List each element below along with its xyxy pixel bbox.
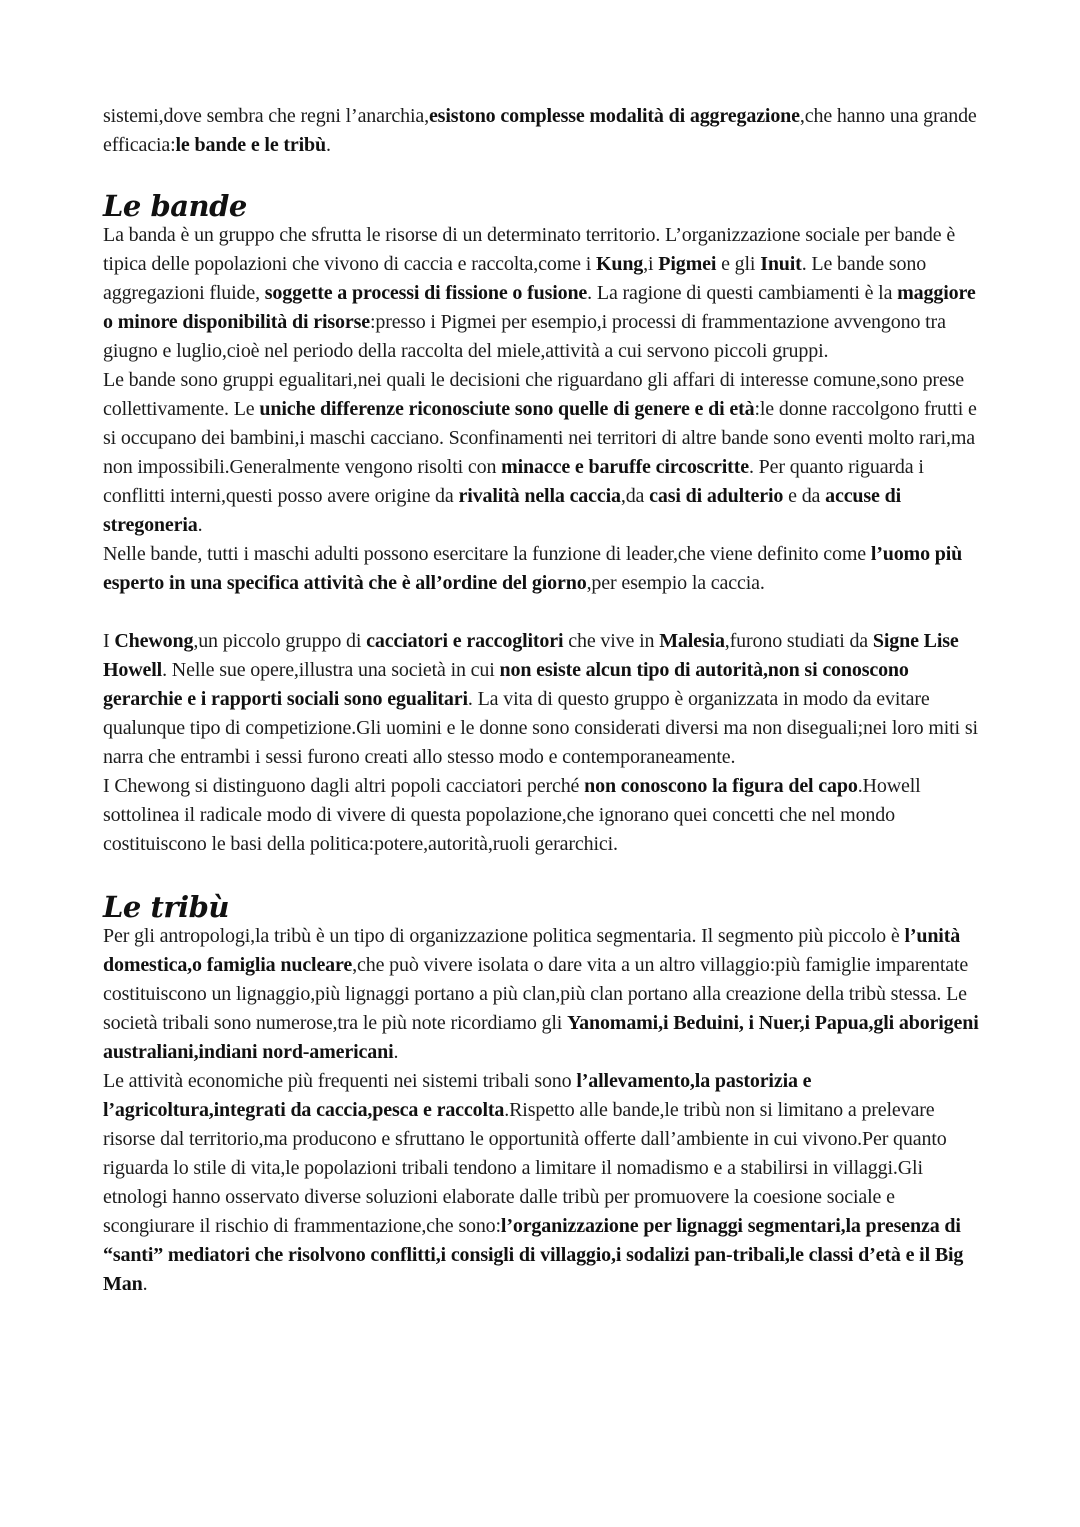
text-run: ,furono studiati da — [724, 630, 873, 652]
text-run: La banda è un gruppo che sfrutta le risorse di un determinato territorio. L’organizzazione sociale per bande è tipica delle popolazioni che vivono di caccia e raccolta,come i — [103, 224, 956, 275]
text-run: . La vita di questo gruppo è organizzata in modo da evitare qualunque tipo di competizione.Gli uomini e le donne sono considerati diversi ma non diseguali;nei loro miti si narra che entrambi i sessi furono creati allo stesso modo e contemporaneamente. — [103, 688, 978, 768]
bold-text: minacce e baruffe circoscritte — [501, 456, 749, 478]
text-run: sistemi,dove sembra che regni l’anarchia, — [103, 105, 429, 127]
body-paragraph — [103, 922, 983, 1067]
section-body-bande — [103, 221, 983, 859]
section-body-tribu — [103, 922, 983, 1299]
text-run: e gli — [716, 253, 761, 275]
text-run: ,da — [620, 485, 650, 507]
text-run: . La ragione di questi cambiamenti è la — [587, 282, 898, 304]
text-run: Le bande sono gruppi egualitari,nei quali le decisioni che riguardano gli affari di interesse comune,sono prese collettivamente. Le — [103, 369, 965, 420]
bold-text: uniche differenze riconosciute sono quelle di genere e di età — [259, 398, 755, 420]
text-run: . — [142, 1273, 148, 1295]
bold-text: Kung — [595, 253, 644, 275]
bold-text: casi di adulterio — [649, 485, 784, 507]
bold-text: Pigmei — [658, 253, 717, 275]
body-paragraph — [103, 627, 983, 772]
paragraph-gap — [103, 598, 983, 627]
text-run: . — [326, 134, 331, 156]
intro-paragraph — [103, 102, 983, 160]
bold-text: rivalità nella caccia — [458, 485, 621, 507]
bold-text: non conoscono la figura del capo — [584, 775, 858, 797]
text-run: . — [393, 1041, 399, 1063]
text-run: :le donne raccolgono frutti e si occupano dei bambini,i maschi cacciano. Sconfinamenti nei territori di altre bande sono eventi molto rari,ma non impossibili.Generalmente vengono risolti con — [103, 398, 977, 478]
text-run: ,che hanno una grande efficacia: — [103, 105, 977, 156]
section-heading-bande: Le bande — [103, 189, 247, 223]
bold-text: cacciatori e raccoglitori — [366, 630, 564, 652]
text-run: . Per quanto riguarda i conflitti interni,questi posso avere origine da — [103, 456, 924, 507]
text-run: .Rispetto alle bande,le tribù non si limitano a prelevare risorse dal territorio,ma producono e sfruttano le opportunità offerte dall’ambiente in cui vivono.Per quanto riguarda lo stile di vita,le popolazioni tribali tendono a limitare il nomadismo e a stabilirsi in villaggi.Gli etnologi hanno osservato diverse soluzioni elaborate dalle tribù per promuovere la coesione sociale e scongiurare il rischio di frammentazione,che sono: — [103, 1099, 947, 1237]
text-run: . Le bande sono aggregazioni fluide, — [103, 253, 927, 304]
bold-text: Chewong — [114, 630, 194, 652]
text-run: che vive in — [563, 630, 660, 652]
bold-text: Signe Lise Howell — [103, 630, 959, 681]
text-run: :presso i Pigmei per esempio,i processi di frammentazione avvengono tra giugno e luglio,cioè nel periodo della raccolta del miele,attività a cui servono piccoli gruppi. — [103, 311, 946, 362]
text-run: ,che può vivere isolata o dare vita a un altro villaggio:più famiglie imparentate costituiscono un lignaggio,più lignaggi portano a più clan,più clan portano alla creazione della tribù stessa. Le società tribali sono numerose,tra le più note ricordiamo gli — [103, 954, 969, 1034]
text-run: ,per esempio la caccia. — [586, 572, 765, 594]
text-run: Le attività economiche più frequenti nei sistemi tribali sono — [103, 1070, 577, 1092]
text-run: I Chewong si distinguono dagli altri popoli cacciatori perché — [103, 775, 585, 797]
bold-text: l’allevamento,la pastorizia e l’agricoltura,integrati da caccia,pesca e raccolta — [103, 1070, 812, 1121]
text-run: Nelle bande, tutti i maschi adulti possono esercitare la funzione di leader,che viene definito come — [103, 543, 871, 565]
bold-text: Inuit — [760, 253, 802, 275]
text-run: I — [103, 630, 115, 652]
bold-text: l’organizzazione per lignaggi segmentari,la presenza di “santi” mediatori che risolvono conflitti,i consigli di villaggio,i sodalizi pan-tribali,le classi d’età e il Big Man — [103, 1215, 964, 1295]
text-run: ,i — [643, 253, 659, 275]
document-page — [103, 102, 983, 1299]
bold-text: soggette a processi di fissione o fusione — [264, 282, 588, 304]
body-paragraph — [103, 540, 983, 598]
bold-text: le bande e le tribù — [175, 134, 326, 156]
bold-text: Malesia — [659, 630, 725, 652]
bold-text: non esiste alcun tipo di autorità,non si conoscono gerarchie e i rapporti sociali sono egualitari — [103, 659, 909, 710]
text-run: . — [197, 514, 203, 536]
bold-text: maggiore o minore disponibilità di risorse — [103, 282, 976, 333]
bold-text: accuse di stregoneria — [103, 485, 901, 536]
body-paragraph — [103, 1067, 983, 1299]
bold-text: esistono complesse modalità di aggregazione — [428, 105, 800, 127]
bold-text: l’uomo più esperto in una specifica attività che è all’ordine del giorno — [103, 543, 963, 594]
text-run: .Howell sottolinea il radicale modo di vivere di questa popolazione,che ignorano quei concetti che nel mondo costituiscono le basi della politica:potere,autorità,ruoli gerarchici. — [103, 775, 921, 855]
bold-text: l’unità domestica,o famiglia nucleare — [103, 925, 961, 976]
text-run: . Nelle sue opere,illustra una società in cui — [162, 659, 500, 681]
body-paragraph — [103, 772, 983, 859]
text-run: ,un piccolo gruppo di — [193, 630, 367, 652]
text-run: Per gli antropologi,la tribù è un tipo di organizzazione politica segmentaria. Il segmento più piccolo è — [103, 925, 905, 947]
text-run: e da — [783, 485, 826, 507]
bold-text: Yanomami,i Beduini, i Nuer,i Papua,gli aborigeni australiani,indiani nord-americani — [103, 1012, 979, 1063]
section-heading-tribu: Le tribù — [103, 890, 229, 924]
body-paragraph — [103, 221, 983, 366]
body-paragraph — [103, 366, 983, 540]
